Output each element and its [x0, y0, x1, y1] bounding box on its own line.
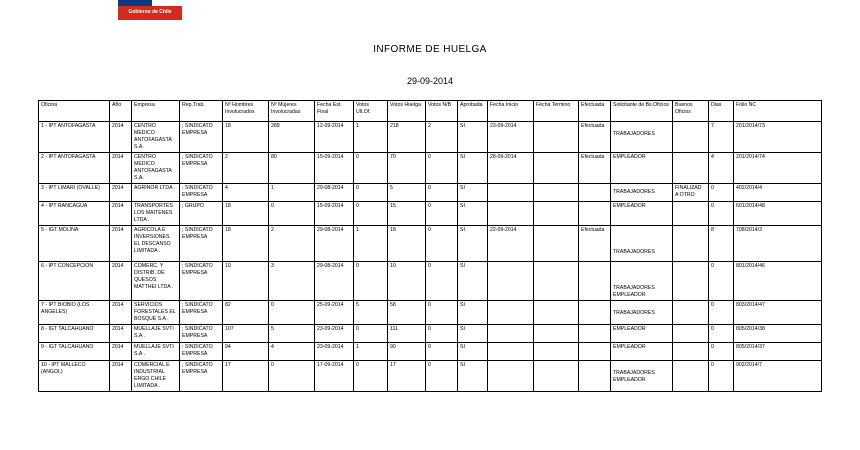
cell-anio: 2014: [110, 184, 132, 202]
cell-empresa: SERVICIOS FORESTALES EL BOSQUE S.A .: [132, 301, 180, 325]
cell-rep-trab: ; GRUPO: [180, 202, 223, 226]
cell-solicitante: [611, 226, 673, 262]
table-row: [39, 325, 822, 343]
cell-dias: 0: [709, 361, 734, 392]
cell-oficina: 3 - IPT LIMARI (OVALLE): [39, 184, 110, 202]
table-row: [39, 301, 822, 325]
cell-dias: 4: [709, 153, 734, 184]
cell-rep-trab: ; SINDICATO EMPRESA: [180, 361, 223, 392]
cell-oficina: 8 - IGT TALCAHUANO: [39, 325, 110, 343]
cell-votos-huelga: 10: [388, 262, 426, 301]
cell-aprobada: SI: [458, 301, 488, 325]
cell-mujeres: 3: [269, 262, 315, 301]
cell-anio: 2014: [110, 325, 132, 343]
cell-fecha-inicio: 28-09-2014: [488, 153, 534, 184]
cell-mujeres: 5: [269, 325, 315, 343]
cell-fecha-termino: [534, 301, 579, 325]
cell-fecha-termino: [534, 325, 579, 343]
cell-oficina: 2 - IPT ANTOFAGASTA: [39, 153, 110, 184]
cell-fecha-inicio: [488, 301, 534, 325]
table-row: [39, 153, 822, 184]
cell-empresa: MUELLAJE SVTI S.A .: [132, 343, 180, 361]
report-title: INFORME DE HUELGA: [373, 44, 487, 55]
cell-votos-nb: 0: [426, 202, 458, 226]
col-header: Buenos Oficios: [673, 101, 709, 122]
cell-fecha-termino: [534, 153, 579, 184]
col-header: Folio NC: [734, 101, 822, 122]
cell-efectuada: [579, 343, 611, 361]
cell-fecha-termino: [534, 184, 579, 202]
cell-efectuada: [579, 301, 611, 325]
cell-dias: 0: [709, 325, 734, 343]
solicitante-value: TRABAJADORES: [613, 310, 655, 317]
cell-votos-huelga: 5: [388, 184, 426, 202]
cell-votos-ult: 0: [354, 184, 388, 202]
cell-votos-nb: 0: [426, 343, 458, 361]
cell-solicitante: [611, 262, 673, 301]
solicitante-value: EMPLEADOR: [613, 344, 646, 351]
cell-votos-huelga: 111: [388, 325, 426, 343]
cell-aprobada: SI: [458, 226, 488, 262]
cell-votos-huelga: 58: [388, 301, 426, 325]
col-header: Oficina: [39, 101, 110, 122]
table-row: [39, 262, 822, 301]
cell-votos-ult: 0: [354, 361, 388, 392]
cell-votos-huelga: 15: [388, 202, 426, 226]
cell-fecha-inicio: [488, 343, 534, 361]
cell-efectuada: Efectuada: [579, 226, 611, 262]
solicitante-value: TRABAJADORES: [613, 249, 655, 256]
cell-folio: 708/2014/3: [734, 226, 822, 262]
cell-anio: 2014: [110, 122, 132, 153]
cell-hombres: 94: [223, 343, 269, 361]
solicitante-value: EMPLEADOR: [613, 203, 646, 210]
cell-oficina: 7 - IPT BIOBIO (LOS ANGELES): [39, 301, 110, 325]
cell-rep-trab: ; SINDICATO EMPRESA: [180, 153, 223, 184]
cell-fecha-inicio: 23-09-2014: [488, 122, 534, 153]
cell-votos-ult: 0: [354, 262, 388, 301]
cell-mujeres: 2: [269, 226, 315, 262]
col-header: Fecha Inicio: [488, 101, 534, 122]
cell-votos-nb: 2: [426, 122, 458, 153]
cell-dias: 7: [709, 122, 734, 153]
cell-empresa: COMERC. Y DISTRIB. DE QUESOS MATTHEI LTDA .: [132, 262, 180, 301]
cell-efectuada: Efectuada: [579, 122, 611, 153]
table-row: [39, 361, 822, 392]
cell-fecha-termino: [534, 202, 579, 226]
cell-dias: 0: [709, 202, 734, 226]
cell-votos-ult: 0: [354, 202, 388, 226]
cell-solicitante: [611, 361, 673, 392]
cell-mujeres: 289: [269, 122, 315, 153]
cell-votos-huelga: 70: [388, 153, 426, 184]
report-date: 29-09-2014: [406, 76, 454, 86]
cell-rep-trab: ; SINDICATO EMPRESA: [180, 301, 223, 325]
cell-aprobada: SI: [458, 122, 488, 153]
cell-votos-nb: 0: [426, 184, 458, 202]
cell-fecha-final: 29-08-2014: [315, 184, 354, 202]
table-row: [39, 202, 822, 226]
cell-folio: 601/2014/48: [734, 202, 822, 226]
cell-mujeres: 80: [269, 153, 315, 184]
cell-dias: 8: [709, 226, 734, 262]
cell-fecha-termino: [534, 361, 579, 392]
cell-votos-nb: 0: [426, 361, 458, 392]
cell-anio: 2014: [110, 361, 132, 392]
cell-folio: 902/2014/7: [734, 361, 822, 392]
cell-oficina: 5 - IGT MOLINA: [39, 226, 110, 262]
cell-solicitante: [611, 153, 673, 184]
cell-buenos-oficios: FINALIZAD A OTRO: [673, 184, 709, 202]
cell-empresa: TRANSPORTES LOS MAITENES LTDA .: [132, 202, 180, 226]
cell-solicitante: [611, 184, 673, 202]
cell-mujeres: 0: [269, 361, 315, 392]
cell-buenos-oficios: [673, 262, 709, 301]
table-row: [39, 343, 822, 361]
cell-fecha-final: 25-09-2014: [315, 301, 354, 325]
cell-votos-nb: 0: [426, 301, 458, 325]
cell-fecha-inicio: [488, 184, 534, 202]
table-row: [39, 122, 822, 153]
cell-rep-trab: ; SINDICATO EMPRESA: [180, 226, 223, 262]
cell-fecha-inicio: 22-09-2014: [488, 226, 534, 262]
cell-votos-nb: 0: [426, 153, 458, 184]
cell-fecha-final: 15-09-2014: [315, 153, 354, 184]
cell-efectuada: Efectuada: [579, 153, 611, 184]
cell-rep-trab: ; SINDICATO EMPRESA: [180, 325, 223, 343]
cell-empresa: AGRINOR LTDA .: [132, 184, 180, 202]
cell-votos-nb: 0: [426, 262, 458, 301]
cell-votos-nb: 0: [426, 226, 458, 262]
cell-fecha-inicio: [488, 361, 534, 392]
col-header: Efectuada: [579, 101, 611, 122]
cell-hombres: 82: [223, 301, 269, 325]
col-header: Solicitante de Bs.Oficios: [611, 101, 673, 122]
cell-fecha-final: 29-08-2014: [315, 226, 354, 262]
cell-fecha-termino: [534, 122, 579, 153]
cell-folio: 201/2014/73: [734, 122, 822, 153]
cell-anio: 2014: [110, 202, 132, 226]
cell-votos-ult: 0: [354, 153, 388, 184]
cell-solicitante: [611, 325, 673, 343]
cell-mujeres: 4: [269, 343, 315, 361]
cell-hombres: 107: [223, 325, 269, 343]
table-header-row: [39, 101, 822, 122]
cell-votos-ult: 1: [354, 226, 388, 262]
cell-hombres: 17: [223, 361, 269, 392]
cell-empresa: COMERCIAL E INDUSTRIAL ERGO CHILE LIMITADA .: [132, 361, 180, 392]
cell-buenos-oficios: [673, 343, 709, 361]
cell-hombres: 18: [223, 122, 269, 153]
solicitante-value: TRABAJADORES: [613, 189, 655, 196]
cell-fecha-final: 29-08-2014: [315, 262, 354, 301]
table-row: [39, 184, 822, 202]
solicitante-value: TRABAJADORES EMPLEADOR: [613, 370, 655, 384]
cell-fecha-final: 15-09-2014: [315, 202, 354, 226]
cell-solicitante: [611, 122, 673, 153]
cell-efectuada: [579, 325, 611, 343]
cell-efectuada: [579, 202, 611, 226]
col-header: Fecha Termino: [534, 101, 579, 122]
solicitante-value: TRABAJADORES EMPLEADOR: [613, 285, 655, 299]
cell-hombres: 4: [223, 184, 269, 202]
cell-anio: 2014: [110, 343, 132, 361]
cell-votos-ult: 0: [354, 325, 388, 343]
col-header: Nº Mujeres Involucradas: [269, 101, 315, 122]
col-header: Votos Huelga: [388, 101, 426, 122]
cell-aprobada: SI: [458, 343, 488, 361]
cell-mujeres: 0: [269, 301, 315, 325]
cell-solicitante: [611, 202, 673, 226]
cell-votos-huelga: 90: [388, 343, 426, 361]
cell-aprobada: SI: [458, 361, 488, 392]
cell-efectuada: [579, 262, 611, 301]
cell-dias: 0: [709, 262, 734, 301]
cell-votos-ult: 1: [354, 343, 388, 361]
cell-oficina: 1 - IPT ANTOFAGASTA: [39, 122, 110, 153]
cell-aprobada: SI: [458, 153, 488, 184]
col-header: Votos N/B: [426, 101, 458, 122]
col-header: Año: [110, 101, 132, 122]
cell-aprobada: SI: [458, 202, 488, 226]
cell-rep-trab: ; SINDICATO EMPRESA: [180, 184, 223, 202]
cell-anio: 2014: [110, 301, 132, 325]
cell-fecha-inicio: [488, 262, 534, 301]
cell-rep-trab: ; SINDICATO EMPRESA: [180, 122, 223, 153]
cell-rep-trab: ; SINDICATO EMPRESA: [180, 343, 223, 361]
table-row: [39, 226, 822, 262]
cell-folio: 201/2014/74: [734, 153, 822, 184]
col-header: Dias: [709, 101, 734, 122]
cell-empresa: MUELLAJE SVTI S.A .: [132, 325, 180, 343]
cell-oficina: 10 - IPT MALLECO (ANGOL): [39, 361, 110, 392]
cell-anio: 2014: [110, 262, 132, 301]
cell-buenos-oficios: [673, 202, 709, 226]
cell-oficina: 9 - IGT TALCAHUANO: [39, 343, 110, 361]
gobierno-de-chile-logo: [118, 0, 182, 20]
cell-anio: 2014: [110, 226, 132, 262]
cell-fecha-final: 12-09-2014: [315, 122, 354, 153]
cell-empresa: AGRICOLA E INVERSIONES EL DESCANSO LIMITADA .: [132, 226, 180, 262]
cell-fecha-termino: [534, 343, 579, 361]
cell-hombres: 18: [223, 226, 269, 262]
cell-buenos-oficios: [673, 325, 709, 343]
cell-empresa: CENTRO MEDICO ANTOFAGASTA S.A.: [132, 122, 180, 153]
cell-fecha-termino: [534, 226, 579, 262]
cell-folio: 801/2014/46: [734, 262, 822, 301]
cell-dias: 0: [709, 301, 734, 325]
cell-fecha-inicio: [488, 202, 534, 226]
cell-votos-huelga: 17: [388, 361, 426, 392]
col-header: Nº Hombres Involucrados: [223, 101, 269, 122]
strike-report-table: [38, 100, 822, 392]
cell-efectuada: [579, 361, 611, 392]
cell-oficina: 4 - IPT RANCAGUA: [39, 202, 110, 226]
cell-fecha-inicio: [488, 325, 534, 343]
cell-folio: 402/2014/4: [734, 184, 822, 202]
cell-fecha-final: 17-09-2014: [315, 361, 354, 392]
cell-votos-ult: 1: [354, 122, 388, 153]
cell-folio: 805/2014/37: [734, 343, 822, 361]
cell-folio: 805/2014/38: [734, 325, 822, 343]
cell-solicitante: [611, 301, 673, 325]
solicitante-value: TRABAJADORES: [613, 131, 655, 137]
cell-dias: 0: [709, 343, 734, 361]
cell-aprobada: SI: [458, 184, 488, 202]
cell-mujeres: 1: [269, 184, 315, 202]
cell-fecha-final: 23-09-2014: [315, 325, 354, 343]
col-header: Votos Ult.Of.: [354, 101, 388, 122]
col-header: Empresa: [132, 101, 180, 122]
cell-hombres: 18: [223, 202, 269, 226]
col-header: Rep.Trab.: [180, 101, 223, 122]
cell-anio: 2014: [110, 153, 132, 184]
cell-votos-huelga: 18: [388, 226, 426, 262]
cell-votos-ult: 5: [354, 301, 388, 325]
cell-votos-nb: 0: [426, 325, 458, 343]
cell-rep-trab: ; SINDICATO EMPRESA: [180, 262, 223, 301]
solicitante-value: EMPLEADOR: [613, 326, 646, 333]
cell-oficina: 6 - IPT CONCEPCION: [39, 262, 110, 301]
col-header: Fecha Est. Final: [315, 101, 354, 122]
cell-hombres: 10: [223, 262, 269, 301]
cell-fecha-termino: [534, 262, 579, 301]
cell-aprobada: SI: [458, 262, 488, 301]
cell-efectuada: [579, 184, 611, 202]
cell-dias: 0: [709, 184, 734, 202]
solicitante-value: EMPLEADOR: [613, 154, 646, 161]
cell-empresa: CENTRO MEDICO ANTOFAGASTA S.A.: [132, 153, 180, 184]
col-header: Aprobada: [458, 101, 488, 122]
cell-hombres: 2: [223, 153, 269, 184]
cell-buenos-oficios: [673, 153, 709, 184]
cell-buenos-oficios: [673, 122, 709, 153]
cell-solicitante: [611, 343, 673, 361]
cell-buenos-oficios: [673, 361, 709, 392]
cell-aprobada: SI: [458, 325, 488, 343]
cell-fecha-final: 23-09-2014: [315, 343, 354, 361]
logo-text: Gobierno de Chile: [128, 9, 172, 15]
cell-buenos-oficios: [673, 226, 709, 262]
cell-votos-huelga: 218: [388, 122, 426, 153]
cell-mujeres: 0: [269, 202, 315, 226]
cell-folio: 803/2014/47: [734, 301, 822, 325]
cell-buenos-oficios: [673, 301, 709, 325]
